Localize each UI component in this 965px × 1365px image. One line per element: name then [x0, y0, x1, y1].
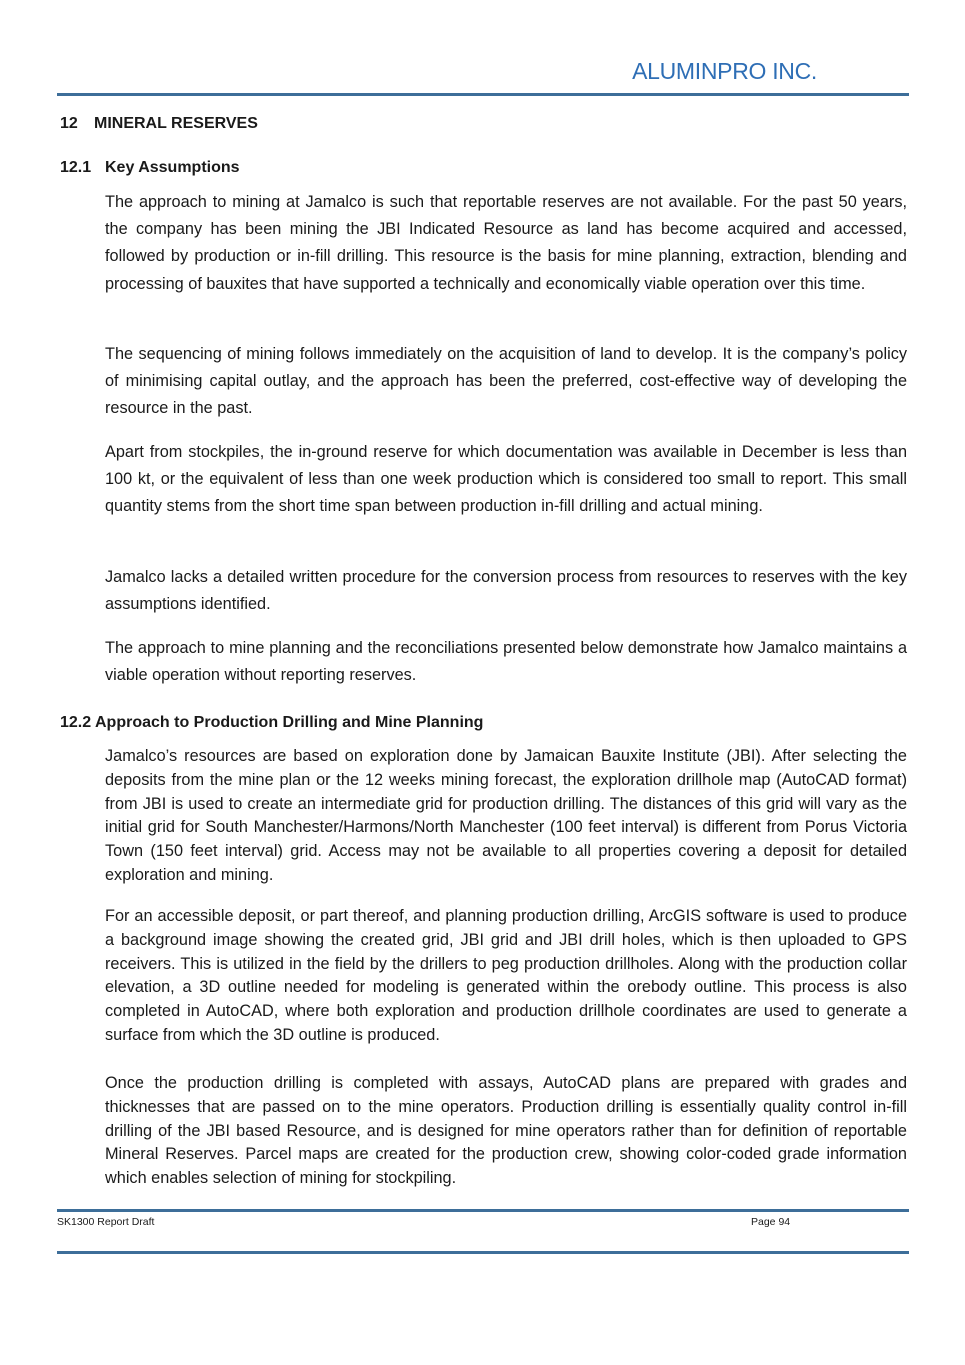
- subsection-title: Approach to Production Drilling and Mine Planning: [95, 714, 484, 731]
- section-heading: [60, 115, 258, 133]
- footer-page-number: Page 94: [751, 1216, 791, 1228]
- section-title: MINERAL RESERVES: [94, 115, 258, 132]
- paragraph: Once the production drilling is completed with assays, AutoCAD plans are prepared with grades and thicknesses that are passed on to the mine operators. Production drilling is essentially quality control in-fill drilling of the JBI based Resource, and is designed for mine operators rather than for definition of reportable Mineral Reserves. Parcel maps are created for the production crew, showing color-coded grade information which enables selection of mining for stockpiling.: [105, 1074, 907, 1188]
- paragraph: Apart from stockpiles, the in-ground reserve for which documentation was available in December is less than 100 kt, or the equivalent of less than one week production which is considered too small to report. This small quantity stems from the short time span between production in-fill drilling and actual mining.: [105, 443, 907, 516]
- header-rule: [57, 93, 909, 96]
- paragraph: For an accessible deposit, or part thereof, and planning production drilling, ArcGIS software is used to produce a background image showing the created grid, JBI grid and JBI drill holes, which is then uploaded to GPS receivers. This is utilized in the field by the drillers to peg production drillholes. Along with the production collar elevation, a 3D outline needed for modeling is generated within the orebody outline. This process is also completed in AutoCAD, where both exploration and production drillhole coordinates are used to generate a surface from which the 3D outline is produced.: [105, 907, 907, 1044]
- subsection-heading-key-assumptions: [60, 159, 240, 177]
- subsection-heading-production-drilling: [60, 714, 483, 732]
- paragraph: The sequencing of mining follows immediately on the acquisition of land to develop. It is the company’s policy of minimising capital outlay, and the approach has been the preferred, cost-effective way of developing the resource in the past.: [105, 345, 907, 418]
- subsection-title: Key Assumptions: [105, 159, 240, 176]
- paragraph: Jamalco’s resources are based on exploration done by Jamaican Bauxite Institute (JBI). After selecting the deposits from the mine plan or the 12 weeks mining forecast, the exploration drillhole map (AutoCAD format) from JBI is used to create an intermediate grid for production drilling. The distances of this grid will vary as the initial grid for South Manchester/Harmons/North Manchester (100 feet interval) is different from Porus Victoria Town (150 feet interval) grid. Access may not be available to all properties covering a deposit for detailed exploration and mining.: [105, 747, 907, 884]
- subsection-number: 12.2: [60, 714, 92, 731]
- subsection-number: 12.1: [60, 159, 92, 176]
- paragraph: The approach to mining at Jamalco is such that reportable reserves are not available. For the past 50 years, the company has been mining the JBI Indicated Resource as land has become acquired and accessed, followed by production or in-fill drilling. This resource is the basis for mine planning, extraction, blending and processing of bauxites that have supported a technically and economically viable operation over this time.: [105, 193, 907, 293]
- footer-rule-bottom: [57, 1251, 909, 1254]
- footer-rule-top: [57, 1209, 909, 1212]
- section-number: 12: [60, 115, 78, 132]
- paragraph: Jamalco lacks a detailed written procedure for the conversion process from resources to reserves with the key assumptions identified.: [105, 568, 907, 614]
- footer-report-name: SK1300 Report Draft: [57, 1216, 155, 1228]
- company-name: ALUMINPRO INC.: [632, 58, 817, 84]
- paragraph: The approach to mine planning and the reconciliations presented below demonstrate how Jamalco maintains a viable operation without reporting reserves.: [105, 639, 907, 685]
